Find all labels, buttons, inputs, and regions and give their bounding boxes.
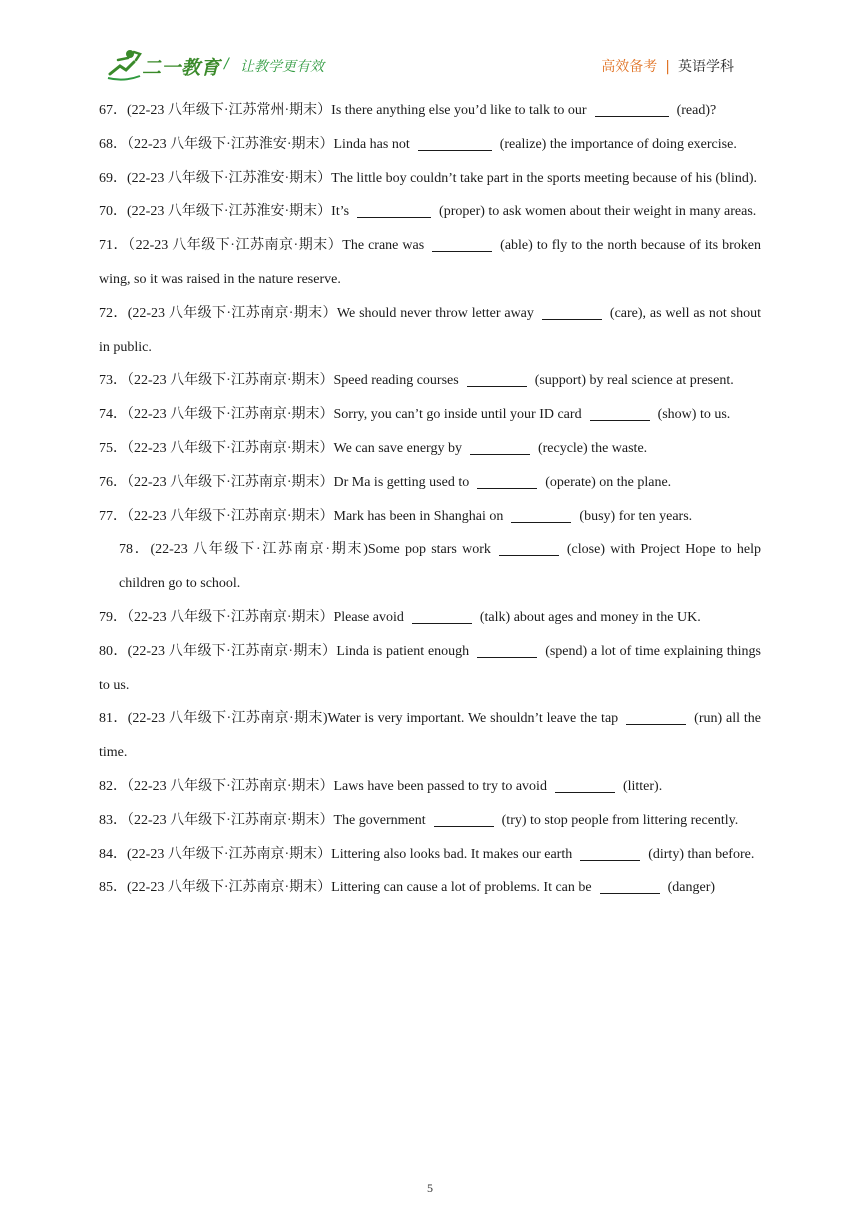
question-item [99,635,761,703]
slogan-separator: / [224,56,229,72]
answer-blank[interactable] [357,203,431,218]
page-header [0,0,860,90]
question-text: Dr Ma is getting used to [333,474,470,490]
question-hint: (litter). [622,778,663,794]
answer-blank[interactable] [542,305,602,320]
question-item [99,601,761,635]
answer-blank[interactable] [418,136,492,151]
answer-blank[interactable] [412,609,472,624]
question-number: 67． [99,103,127,118]
question-number: 70． [99,204,127,220]
question-text: Linda is patient enough [336,643,470,659]
answer-blank[interactable] [477,474,537,489]
question-text: Littering also looks bad. It makes our earth [331,846,573,862]
question-item [99,94,761,128]
question-item [99,297,761,365]
question-item [99,804,761,838]
question-item [99,432,761,466]
answer-blank[interactable] [595,102,669,117]
question-hint: (close) with Project Hope to help children go to school. [119,542,762,592]
question-item [99,702,761,770]
question-number: 84． [99,846,127,862]
header-right [601,56,734,76]
question-number: 71． [99,238,129,254]
question-item [99,871,761,905]
answer-blank[interactable] [470,440,530,455]
question-text: Littering can cause a lot of problems. It can be [331,880,592,896]
question-source: (22-23 八年级下·江苏南京·期末） [127,880,332,896]
question-source: （22-23 八年级下·江苏南京·期末） [128,238,343,254]
question-text: We can save energy by [333,440,462,456]
question-item [99,838,761,872]
answer-blank[interactable] [432,237,492,252]
question-source: （22-23 八年级下·江苏南京·期末） [127,407,334,423]
question-list [99,94,761,905]
question-number: 80． [99,643,128,659]
question-number: 79． [99,609,127,625]
answer-blank[interactable] [467,372,527,387]
question-source: （22-23 八年级下·江苏淮安·期末） [127,136,334,152]
logo-text: 二一教育 [142,57,221,79]
question-text: The little boy couldn’t take part in the sports meeting because of his (blind). [331,170,758,186]
question-item [99,162,761,196]
question-text: It’s [331,204,350,220]
header-subject: 英语学科 [678,59,734,75]
question-source: （22-23 八年级下·江苏南京·期末） [127,474,334,490]
question-text: The crane was [342,238,425,254]
question-number: 72． [99,305,128,321]
question-hint: (busy) for ten years. [579,508,693,524]
answer-blank[interactable] [600,879,660,894]
question-hint: (proper) to ask women about their weight in many areas. [439,204,757,220]
question-hint: (realize) the importance of doing exercise. [499,136,737,152]
question-number: 85． [99,880,127,896]
question-item [99,500,761,534]
answer-blank[interactable] [434,812,494,827]
question-source: （22-23 八年级下·江苏南京·期末） [127,440,334,456]
question-number: 75． [99,440,127,456]
question-number: 77． [99,508,127,524]
question-hint: (dirty) than before. [648,846,755,862]
question-hint: (care), as well as not shout in public. [99,305,761,355]
answer-blank[interactable] [580,846,640,861]
question-number: 68． [99,136,127,152]
question-source: （22-23 八年级下·江苏南京·期末） [127,812,334,828]
question-source: (22-23 八年级下·江苏南京·期末) [127,711,328,727]
question-hint: (operate) on the plane. [545,474,672,490]
question-number: 78． [119,542,151,558]
question-item [99,195,761,229]
question-hint: (spend) a lot of time explaining things to us. [99,643,761,693]
question-text: Is there anything else you’d like to talk to our [331,103,587,118]
answer-blank[interactable] [590,406,650,421]
question-source: (22-23 八年级下·江苏南京·期末） [127,643,337,659]
question-item [99,229,761,297]
page-number: 5 [427,1181,433,1195]
question-source: （22-23 八年级下·江苏南京·期末） [127,373,334,389]
question-item [99,770,761,804]
question-hint: (try) to stop people from littering recently. [501,812,739,828]
question-number: 76． [99,474,127,490]
question-hint: (support) by real science at present. [534,373,734,389]
answer-blank[interactable] [555,778,615,793]
question-number: 73． [99,373,127,389]
question-hint: (able) to fly to the north because of its broken wing, so it was raised in the nature reserve. [99,238,761,287]
question-source: （22-23 八年级下·江苏南京·期末） [127,508,334,524]
question-text: Speed reading courses [333,373,459,389]
header-divider: | [665,59,670,75]
question-hint: (run) all the time. [99,711,761,761]
question-hint: (recycle) the waste. [537,440,648,456]
question-item [99,466,761,500]
question-item [99,398,761,432]
question-item [99,533,761,601]
question-text: Water is very important. We shouldn’t leave the tap [327,711,619,727]
question-text: Mark has been in Shanghai on [333,508,504,524]
question-number: 82． [99,778,127,794]
answer-blank[interactable] [477,643,537,658]
question-text: Sorry, you can’t go inside until your ID card [333,407,582,423]
question-text: Linda has not [333,136,410,152]
slogan: 让教学更有效 [240,59,324,75]
question-hint: (read)? [676,103,717,118]
question-source: (22-23 八年级下·江苏南京·期末） [127,846,332,862]
question-number: 74． [99,407,127,423]
question-source: (22-23 八年级下·江苏南京·期末) [150,542,368,558]
question-text: The government [333,812,426,828]
answer-blank[interactable] [499,541,559,556]
answer-blank[interactable] [511,508,571,523]
question-number: 81． [99,711,128,727]
question-source: (22-23 八年级下·江苏南京·期末） [127,305,337,321]
question-source: (22-23 八年级下·江苏常州·期末） [127,103,332,118]
question-hint: (danger) [667,880,716,896]
answer-blank[interactable] [626,710,686,725]
question-item [99,364,761,398]
question-source: （22-23 八年级下·江苏南京·期末） [127,778,334,794]
question-text: We should never throw letter away [336,305,534,321]
question-item [99,128,761,162]
question-source: (22-23 八年级下·江苏淮安·期末） [127,204,332,220]
question-text: Please avoid [333,609,404,625]
question-text: Laws have been passed to try to avoid [333,778,547,794]
question-hint: (talk) about ages and money in the UK. [479,609,701,625]
question-hint: (show) to us. [657,407,731,423]
question-source: (22-23 八年级下·江苏淮安·期末） [127,170,332,186]
question-number: 83． [99,812,127,828]
question-text: Some pop stars work [367,542,491,558]
question-number: 69． [99,170,127,186]
question-source: （22-23 八年级下·江苏南京·期末） [127,609,334,625]
header-exam-label: 高效备考 [601,59,658,75]
